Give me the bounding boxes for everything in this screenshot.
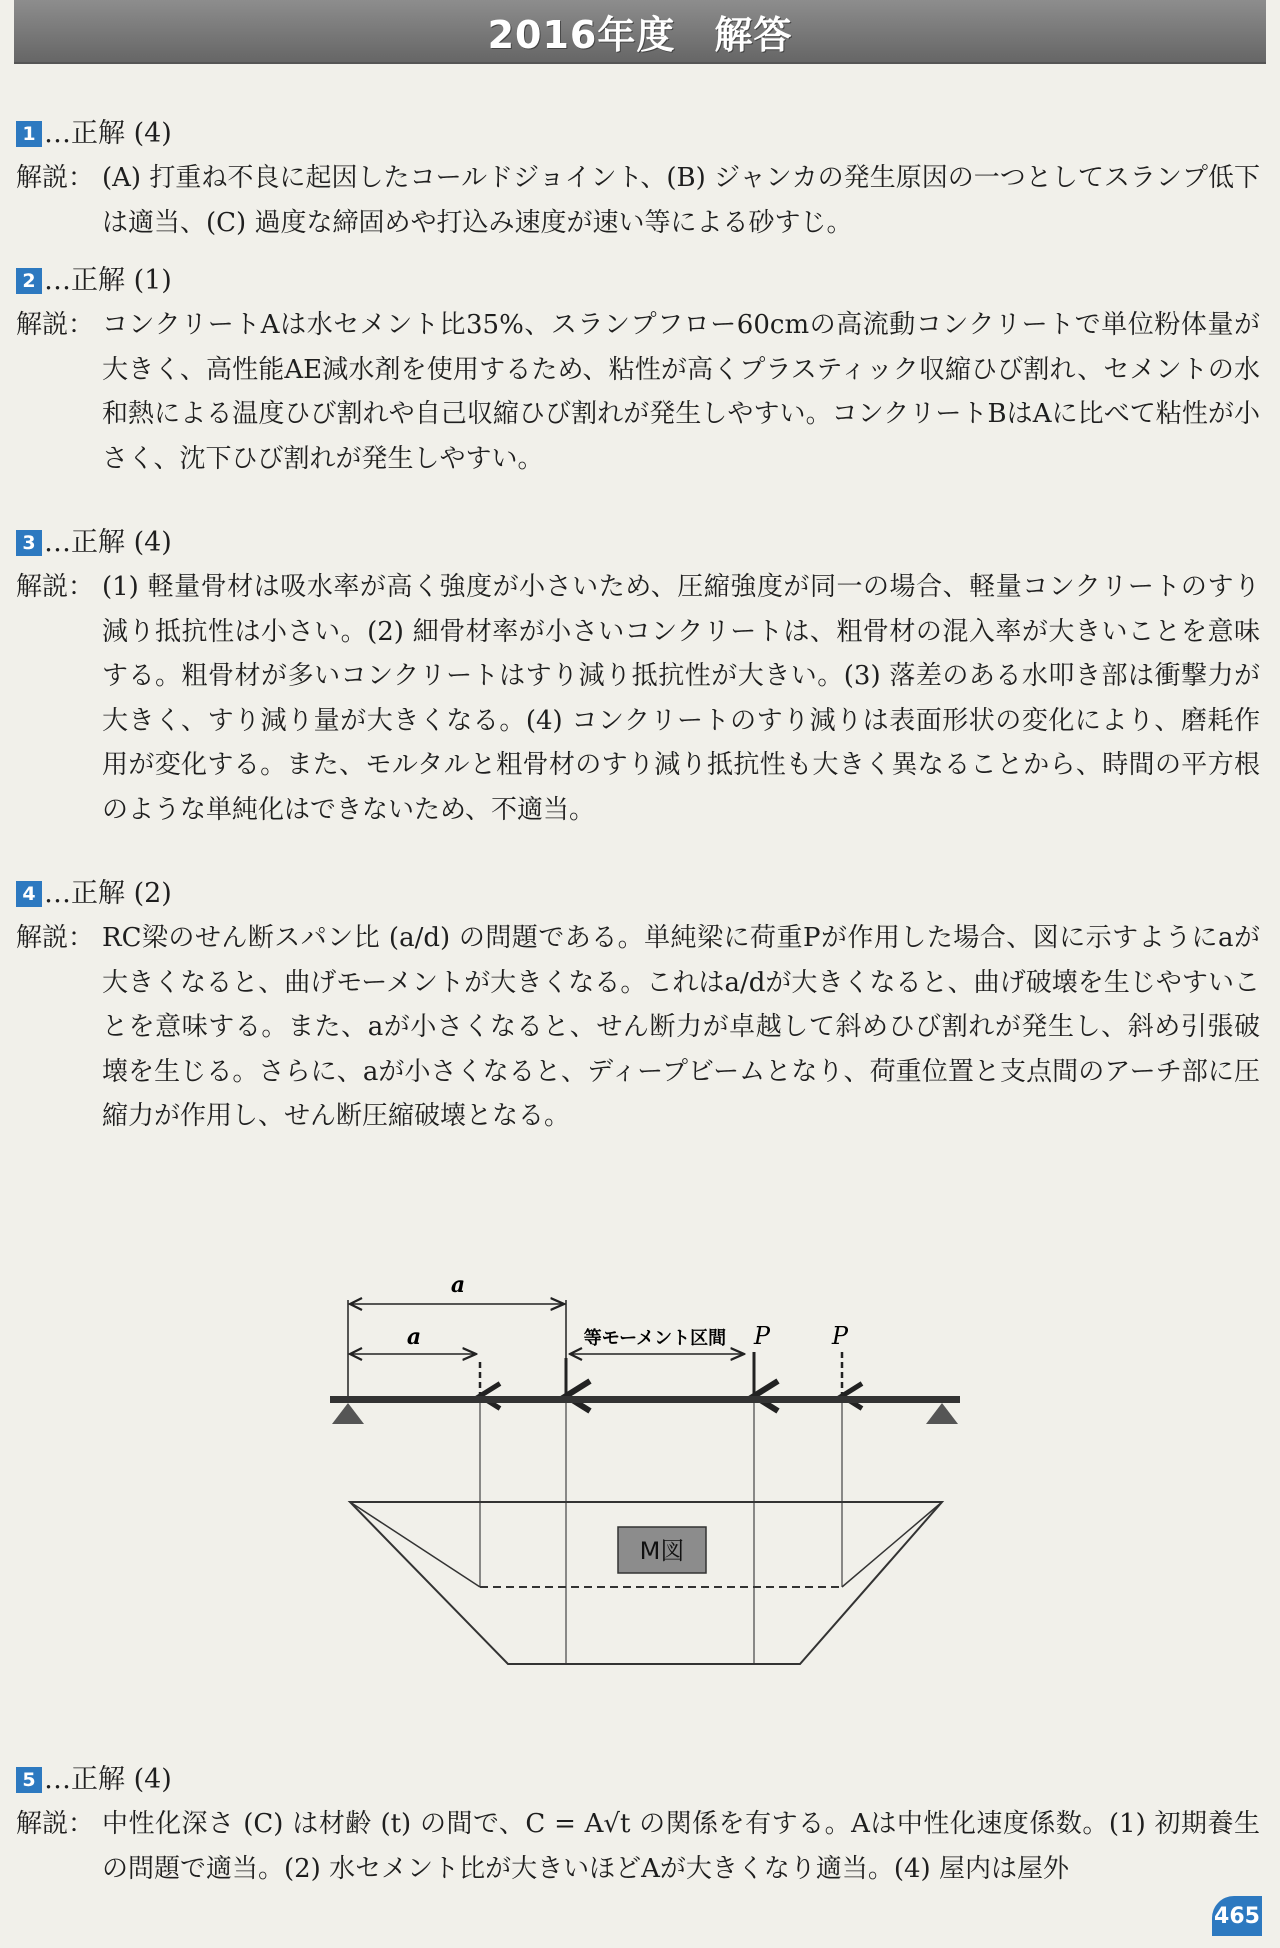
explanation-label: 解説： xyxy=(16,572,95,602)
explanation-label: 解説： xyxy=(16,923,95,953)
moment-diagram-slope-left xyxy=(350,1502,480,1587)
question-number-badge: 4 xyxy=(16,881,42,907)
question-4-answer xyxy=(16,872,1266,916)
question-5-explanation xyxy=(16,1802,1266,1891)
question-number-badge: 2 xyxy=(16,268,42,294)
moment-label: M図 xyxy=(639,1537,685,1565)
question-1-answer xyxy=(16,112,1266,156)
page-number: 465 xyxy=(1212,1896,1262,1936)
question-5-answer xyxy=(16,1758,1266,1802)
question-3-answer xyxy=(16,521,1266,565)
question-number-badge: 5 xyxy=(16,1767,42,1793)
label-a-short: a xyxy=(406,1324,422,1350)
answer-list-continued xyxy=(16,1758,1266,1891)
explanation-text: 中性化深さ (C) は材齢 (t) の間で、C = A√t の関係を有する。Aは中性化速度係数。(1) 初期養生の問題で適当。(2) 水セメント比が大きいほどAが大きくなり適当。(4) 屋内は屋外 xyxy=(102,1809,1260,1884)
answer-text: …正解 (4) xyxy=(44,118,172,149)
explanation-text: コンクリートAは水セメント比35%、スランプフロー60cmの高流動コンクリートで単位粉体量が大きく、高性能AE減水剤を使用するため、粘性が高くプラスティック収縮ひび割れ、セメントの水和熱による温度ひび割れや自己収縮ひび割れが発生しやすい。コンクリートBはAに比べて粘性が小さく、沈下ひび割れが発生しやすい。 xyxy=(102,310,1260,474)
beam xyxy=(330,1396,960,1403)
question-2-answer xyxy=(16,259,1266,303)
label-const-moment: 等モーメント区間 xyxy=(583,1328,727,1349)
support-left xyxy=(332,1403,364,1424)
answer-list xyxy=(16,112,1266,1139)
question-1-explanation xyxy=(16,156,1266,245)
explanation-label: 解説： xyxy=(16,163,95,193)
answer-text: …正解 (4) xyxy=(44,527,172,558)
label-p1: P xyxy=(753,1322,771,1350)
explanation-text: (A) 打重ね不良に起因したコールドジョイント、(B) ジャンカの発生原因の一つとしてスランプ低下は適当、(C) 過度な締固めや打込み速度が速い等による砂すじ。 xyxy=(102,163,1260,238)
shear-span-diagram xyxy=(310,1262,1010,1682)
explanation-text: (1) 軽量骨材は吸水率が高く強度が小さいため、圧縮強度が同一の場合、軽量コンクリートのすり減り抵抗性は小さい。(2) 細骨材率が小さいコンクリートは、粗骨材の混入率が大きいことを意味する。粗骨材が多いコンクリートはすり減り抵抗性が大きい。(3) 落差のある水叩き部は衝撃力が大きく、すり減り量が大きくなる。(4) コンクリートのすり減りは表面形状の変化により、磨耗作用が変化する。また、モルタルと粗骨材のすり減り抵抗性も大きく異なることから、時間の平方根のような単純化はできないため、不適当。 xyxy=(102,572,1260,825)
answer-text: …正解 (4) xyxy=(44,1764,172,1795)
explanation-label: 解説： xyxy=(16,1809,95,1839)
moment-diagram-slope-right xyxy=(842,1502,942,1587)
question-number-badge: 3 xyxy=(16,530,42,556)
explanation-text: RC梁のせん断スパン比 (a/d) の問題である。単純梁に荷重Pが作用した場合、図に示すようにaが大きくなると、曲げモーメントが大きくなる。これはa/dが大きくなると、曲げ破壊を生じやすいことを意味する。また、aが小さくなると、せん断力が卓越して斜めひび割れが発生し、斜め引張破壊を生じる。さらに、aが小さくなると、ディープビームとなり、荷重位置と支点間のアーチ部に圧縮力が作用し、せん断圧縮破壊となる。 xyxy=(102,923,1260,1131)
explanation-label: 解説： xyxy=(16,310,95,340)
page-header xyxy=(14,0,1266,64)
question-number-badge: 1 xyxy=(16,121,42,147)
question-2-explanation xyxy=(16,303,1266,481)
answer-text: …正解 (1) xyxy=(44,265,172,296)
label-a-long: a xyxy=(450,1272,466,1298)
question-4-explanation xyxy=(16,916,1266,1139)
answer-text: …正解 (2) xyxy=(44,878,172,909)
question-3-explanation xyxy=(16,565,1266,832)
support-right xyxy=(926,1403,958,1424)
page-title: 2016年度 解答 xyxy=(487,12,793,57)
label-p2: P xyxy=(831,1322,849,1350)
